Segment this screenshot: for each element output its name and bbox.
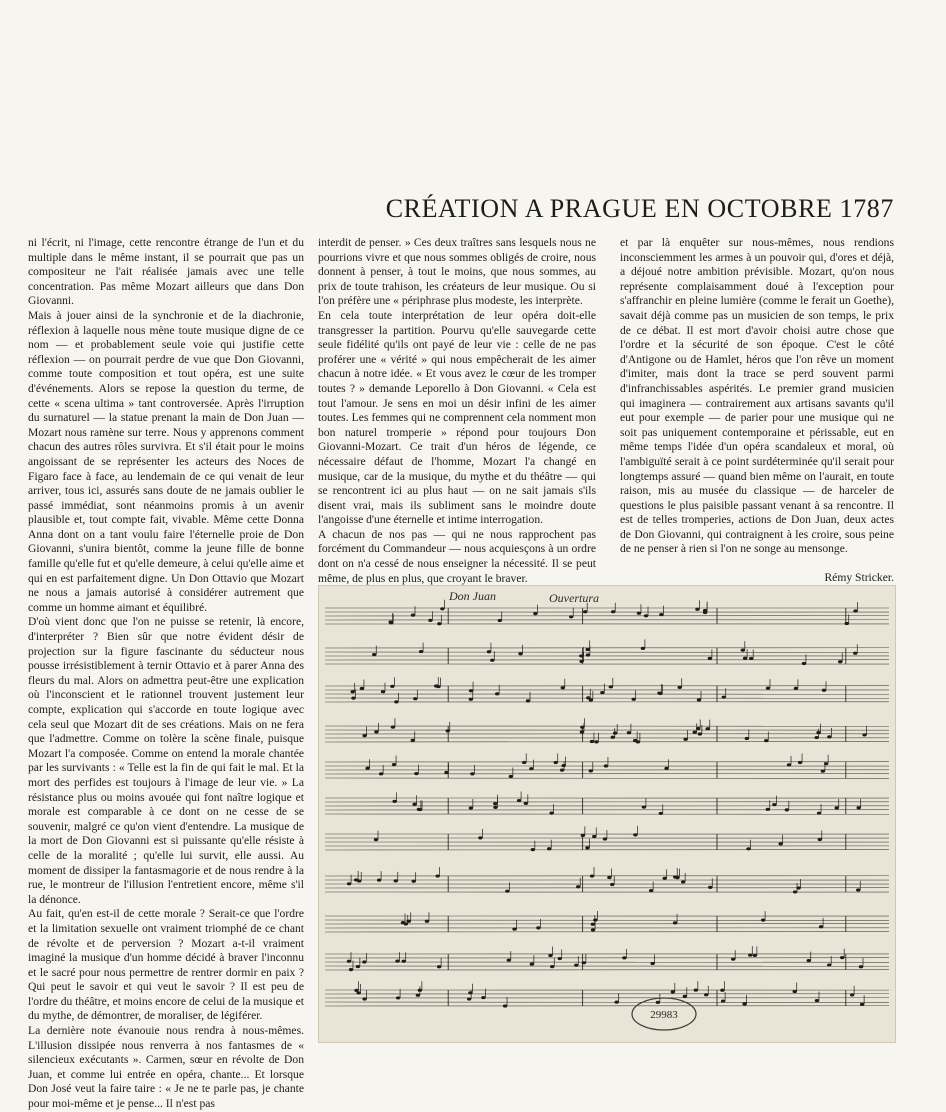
note-head — [576, 885, 580, 888]
note-head — [402, 960, 406, 963]
score-illustration — [319, 586, 895, 1042]
note-head — [360, 687, 364, 690]
note-head — [379, 772, 383, 775]
note-head — [351, 697, 355, 700]
note-head — [394, 700, 398, 703]
note-head — [435, 874, 439, 877]
note-head — [437, 965, 441, 968]
note-head — [522, 761, 526, 764]
note-head — [696, 727, 700, 730]
note-head — [722, 696, 726, 699]
paragraph: ni l'écrit, ni l'image, cette rencontre étrange de l'un et du multiple dans le même instant, il se pourrait que pas un compositeur ne l'ait réalisée jamais avec une telle concentration. Pas même Mozart ailleurs que dans Don Giovanni. — [28, 236, 304, 309]
note-head — [611, 736, 615, 739]
note-head — [607, 876, 611, 879]
note-head — [594, 740, 598, 743]
note-head — [580, 726, 584, 729]
paragraph: Mais à jouer ainsi de la synchronie et de la diachronie, réflexion à laquelle nous mène toute musique digne de ce nom — et probablement seule voie qui justifie cette réflexion — on pourrait perdre de vue que Don Giovanni, comme toute composition et tout opéra, est une suite d'événements. Alors se repose la question du terme, de cette « scena ultima » tant controversée. Après l'irruption du surnaturel — la statue prenant la main de Don Juan — Mozart nous ramène sur terre. Nous y apprenons comment chacun des autres rôles survivra. Et s'il était pour le moins angoissant de se représenter les acteurs des Noces de Figaro face à face, au lendemain de ce qui venait de leur arriver, tous ici, assurés sans doute de ne jamais oublier le passé immédiat, sont néanmoins promis à un avenir plausible et, tout compte fait, vivable. Même cette Donna Anna dont on a tant voulu faire l'éternelle proie de Don Giovanni, s'unira bientôt, comme la jeune fille de bonne famille qu'elle fut et qu'elle demeure, à celui qu'elle aime et qui en est parfaitement digne. Un Don Ottavio que Mozart ne nous a jamais autorisé à considérer autrement que comme un homme aimant et équilibré. — [28, 309, 304, 615]
paragraph: D'où vient donc que l'on ne puisse se retenir, là encore, d'interpréter ? Bien sûr que notre évident désir de projection sur la figure fascinante du séducteur nous pousse irrésistiblement à ternir Ottavio et à parer Anna des fleurs du mal. Alors on admettra peut-être une explication où l'inconscient et le rationnel trouvent justement leur compte, explication qui s'accorde en toute logique avec cela seul que Mozart dit de ses créations. Mais on ne fera que l'admettre. Comme on tolère la scène finale, puisque Mozart l'a composée. Comme on entend la morale chantée par les survivants : « Telle est la fin de qui fait le mal. Et la mort des perfides est toujours à l'image de leur vie. » La résistance plus ou moins avouée qui font naître logique et morale est comparable à ce dont on ne cesse de se souvenir, malgré ce qu'on vient d'entendre. La musique de la mort de Don Giovanni est si puissante qu'elle résiste à celle de la moralité ; qu'elle lui survit, elle aussi. Au moment de dissiper la fantasmagorie et de nous rendre à la rue, le montreur de l'illusion l'entretient encore, même s'il la dénonce. — [28, 615, 304, 907]
note-head — [673, 875, 677, 878]
note-head — [683, 738, 687, 741]
note-head — [664, 767, 668, 770]
note-head — [764, 739, 768, 742]
note-head — [374, 730, 378, 733]
page-title: CRÉATION A PRAGUE EN OCTOBRE 1787 — [386, 194, 894, 224]
note-head — [498, 619, 502, 622]
note-head — [362, 997, 366, 1000]
handwritten-notes — [347, 600, 867, 1008]
note-head — [610, 883, 614, 886]
note-head — [853, 609, 857, 612]
note-head — [772, 803, 776, 806]
note-head — [394, 879, 398, 882]
note-head — [381, 690, 385, 693]
note-head — [856, 806, 860, 809]
note-head — [481, 996, 485, 999]
note-head — [631, 698, 635, 701]
note-head — [554, 761, 558, 764]
note-head — [411, 614, 415, 617]
note-head — [787, 763, 791, 766]
note-head — [753, 954, 757, 957]
note-head — [658, 692, 662, 695]
note-head — [412, 803, 416, 806]
note-head — [741, 649, 745, 652]
note-head — [526, 699, 530, 702]
note-head — [396, 996, 400, 999]
note-head — [586, 696, 590, 699]
note-head — [695, 608, 699, 611]
note-head — [518, 652, 522, 655]
text-column-2 — [318, 236, 596, 586]
note-head — [509, 775, 513, 778]
note-head — [853, 652, 857, 655]
note-head — [495, 692, 499, 695]
note-head — [673, 921, 677, 924]
note-head — [821, 769, 825, 772]
note-head — [720, 989, 724, 992]
note-head — [662, 877, 666, 880]
note-head — [349, 968, 353, 971]
paragraph: et par là enquêter sur nous-mêmes, nous rendions inconsciemment les armes à un pouvoir qui, d'ores et déjà, a déjoué notre ambition prévisible. Mozart, qu'on nous représente complaisamment doué à l'exception pour s'affranchir en pleine lumière (comme le ferait un Goethe), savait déjà comme pas un musicien de son temps, le prix de ce débat. Il est mort d'avoir choisi autre chose que l'ordre et la sécurité de son époque. C'est le côté d'Antigone ou de Hamlet, héros que l'on rêve un moment d'imiter, mais dont la trace se perd souvent parmi d'infranchissables aspérités. Le premier grand musicien qui imaginera — contrairement aux artisans savants qu'il eut pour exemple — de parier pour une musique qui ne soit pas uniquement contemporaine et périssable, eut en même temps l'idée d'un opéra scandaleux et moral, où l'ambiguïté serait à ce point surdéterminée qu'il serait pour longtemps assuré — quand bien même on l'aurait, en toute raison, mis au musée du classique — de harceler de questions le plus paisible passant venant à sa rencontre. Il est de telles tromperies, actions de Don Juan, deux actes de Don Giovanni, qui contraignent à les croire, sous peine de ne penser à rien si l'on ne songe au mensonge. — [620, 236, 894, 557]
note-head — [642, 805, 646, 808]
note-head — [600, 691, 604, 694]
note-head — [694, 989, 698, 992]
note-head — [611, 610, 615, 613]
note-head — [395, 960, 399, 963]
note-head — [827, 735, 831, 738]
note-head — [428, 619, 432, 622]
note-head — [530, 962, 534, 965]
note-head — [818, 838, 822, 841]
note-head — [798, 761, 802, 764]
note-head — [778, 842, 782, 845]
note-head — [683, 995, 687, 998]
note-head — [706, 727, 710, 730]
note-head — [354, 878, 358, 881]
note-head — [347, 960, 351, 963]
note-head — [745, 737, 749, 740]
note-head — [414, 772, 418, 775]
note-head — [592, 835, 596, 838]
note-head — [419, 650, 423, 653]
note-head — [850, 993, 854, 996]
paragraph: La dernière note évanouie nous rendra à nous-mêmes. L'illusion dissipée nous renverra à nos fantasmes de « silencieux exécutants ». Carmen, sœur en révolte de Don Juan, et comme lui entrée en opéra, chante... Et lorsque Don José veut la faire taire : « Je ne te parle pas, je chante pour moi-même et je pense... Il n'est pas — [28, 1024, 304, 1112]
note-head — [802, 662, 806, 665]
note-head — [838, 660, 842, 663]
note-head — [743, 657, 747, 660]
note-head — [569, 615, 573, 618]
note-head — [487, 650, 491, 653]
note-head — [549, 812, 553, 815]
note-head — [586, 653, 590, 656]
note-head — [503, 1004, 507, 1007]
note-head — [590, 874, 594, 877]
note-head — [547, 847, 551, 850]
note-head — [347, 882, 351, 885]
note-head — [656, 1001, 660, 1004]
stamp-number: 29983 — [650, 1009, 678, 1021]
note-head — [507, 959, 511, 962]
note-head — [536, 926, 540, 929]
note-head — [505, 890, 509, 893]
note-head — [392, 800, 396, 803]
library-stamp — [632, 998, 696, 1030]
note-head — [374, 838, 378, 841]
note-head — [517, 799, 521, 802]
note-head — [593, 918, 597, 921]
note-head — [785, 808, 789, 811]
note-head — [671, 990, 675, 993]
paragraph: En cela toute interprétation de leur opéra doit-elle transgresser la partition. Pourvu qu'elle sauvegarde cette seule fidélité qu'ils ont payé de leur vie : celle de ne pas proférer une « vérité » qui nous empêcherait de les aimer chacun à notre idée. « Et vous avez le cœur de les tromper toutes ? » demande Leporello à Don Giovanni. « Cela est tout l'amour. Je sens en moi un désir infini de les aimer toutes. Les femmes qui ne comprennent cela nomment mon bon naturel tromperie » répond pour toujours Don Giovanni-Mozart. Ce trait d'un héros de légende, ce nécessaire défaut de l'homme, Mozart l'a changé en musique, car de la musique, du mythe et du théâtre — qui se rencontrent ici au plus haut — on ne sait jamais s'ils disent vrai, mais ils subliment sans le moindre doute l'angoisse d'une éternelle et intime interrogation. — [318, 309, 596, 528]
note-head — [817, 812, 821, 815]
note-head — [698, 732, 702, 735]
note-head — [579, 654, 583, 657]
note-head — [493, 806, 497, 809]
note-head — [411, 880, 415, 883]
note-head — [550, 965, 554, 968]
note-head — [585, 648, 589, 651]
note-head — [469, 689, 473, 692]
note-head — [794, 687, 798, 690]
note-head — [560, 769, 564, 772]
note-head — [561, 686, 565, 689]
note-head — [362, 960, 366, 963]
note-head — [766, 808, 770, 811]
paragraph: A chacun de nos pas — qui ne nous rapprochent pas forcément du Commandeur — nous acquiesçons à un ordre dont on n'a cessé de nous enseigner la nécessité. Il se peut même, de plus en plus, que croyant le braver. — [318, 528, 596, 586]
note-head — [659, 613, 663, 616]
note-head — [351, 690, 355, 693]
note-head — [749, 657, 753, 660]
note-head — [440, 607, 444, 610]
note-head — [681, 880, 685, 883]
note-head — [585, 846, 589, 849]
paragraph: interdit de penser. » Ces deux traîtres sans lesquels nous ne pourrions vivre et que nous sommes obligés de croire, nous donnent à penser, à tout le moins, que nous sommes, au prix de toute trahison, les créateurs de leur musique. Ou si l'on préfère une « périphrase plus modeste, les interprète. — [318, 236, 596, 309]
note-head — [704, 993, 708, 996]
note-head — [490, 659, 494, 662]
note-head — [354, 989, 358, 992]
note-head — [468, 991, 472, 994]
note-head — [389, 621, 393, 624]
note-head — [793, 990, 797, 993]
note-head — [590, 740, 594, 743]
note-head — [561, 764, 565, 767]
note-head — [589, 769, 593, 772]
note-head — [746, 847, 750, 850]
note-head — [814, 736, 818, 739]
note-head — [512, 927, 516, 930]
note-head — [591, 923, 595, 926]
note-head — [531, 848, 535, 851]
note-head — [614, 1001, 618, 1004]
note-head — [579, 660, 583, 663]
note-head — [845, 622, 849, 625]
note-head — [548, 954, 552, 957]
note-head — [580, 730, 584, 733]
note-head — [411, 739, 415, 742]
paragraph: Au fait, qu'en est-il de cette morale ? Serait-ce que l'ordre et la limitation sexuelle ont vraiment triomphé de ce chant de révolte et de perversion ? Mozart a-t-il vraiment imaginé la musique d'un homme décidé à braver l'inconnu et le sacré pour nous permettre de rentrer dormir en paix ? Qui peut le savoir et qui veut le savoir ? Il est peu de l'ordre du théâtre, et moins encore de celui de la musique et du mythe, de démontrer, de moraliser, de légiférer. — [28, 907, 304, 1024]
author-signature: Rémy Stricker. — [620, 571, 894, 586]
note-head — [815, 999, 819, 1002]
note-head — [633, 833, 637, 836]
note-head — [425, 920, 429, 923]
note-head — [824, 762, 828, 765]
note-head — [636, 740, 640, 743]
note-head — [822, 689, 826, 692]
note-head — [529, 767, 533, 770]
staff-lines — [325, 608, 889, 1006]
note-head — [446, 729, 450, 732]
note-head — [372, 653, 376, 656]
note-head — [650, 962, 654, 965]
text-column-1 — [28, 236, 304, 1112]
note-head — [478, 836, 482, 839]
note-head — [413, 697, 417, 700]
note-head — [644, 614, 648, 617]
note-head — [613, 732, 617, 735]
note-head — [835, 806, 839, 809]
note-head — [524, 802, 528, 805]
note-head — [404, 922, 408, 925]
note-head — [581, 834, 585, 837]
note-head — [819, 925, 823, 928]
note-head — [470, 772, 474, 775]
note-head — [444, 771, 448, 774]
note-head — [649, 889, 653, 892]
note-head — [793, 890, 797, 893]
note-head — [708, 886, 712, 889]
manuscript-score-image — [318, 585, 896, 1043]
note-head — [678, 686, 682, 689]
note-head — [365, 767, 369, 770]
note-head — [362, 734, 366, 737]
note-head — [417, 808, 421, 811]
note-head — [377, 879, 381, 882]
note-head — [603, 837, 607, 840]
text-column-3 — [620, 236, 894, 586]
note-head — [604, 764, 608, 767]
note-head — [591, 928, 595, 931]
note-head — [860, 1003, 864, 1006]
note-head — [637, 612, 641, 615]
note-head — [469, 698, 473, 701]
note-head — [558, 957, 562, 960]
note-head — [392, 763, 396, 766]
note-head — [437, 622, 441, 625]
note-head — [533, 612, 537, 615]
note-head — [859, 965, 863, 968]
score-inscription-ouvertura: Ouvertura — [549, 591, 599, 605]
note-head — [390, 685, 394, 688]
score-inscription-don-juan: Don Juan — [448, 589, 496, 603]
note-head — [627, 731, 631, 734]
note-head — [766, 687, 770, 690]
note-head — [574, 964, 578, 967]
note-head — [761, 918, 765, 921]
note-head — [703, 611, 707, 614]
note-head — [659, 812, 663, 815]
note-head — [721, 999, 725, 1002]
note-head — [807, 959, 811, 962]
note-head — [641, 647, 645, 650]
note-head — [697, 698, 701, 701]
note-head — [742, 1002, 746, 1005]
note-head — [582, 961, 586, 964]
note-head — [434, 684, 438, 687]
note-head — [416, 994, 420, 997]
note-head — [708, 657, 712, 660]
note-head — [493, 802, 497, 805]
note-head — [748, 953, 752, 956]
note-head — [407, 920, 411, 923]
note-head — [796, 886, 800, 889]
note-head — [391, 725, 395, 728]
note-head — [731, 958, 735, 961]
note-head — [583, 610, 587, 613]
note-head — [622, 956, 626, 959]
note-head — [467, 997, 471, 1000]
note-head — [856, 888, 860, 891]
note-head — [862, 733, 866, 736]
note-head — [693, 731, 697, 734]
note-head — [469, 806, 473, 809]
note-head — [609, 685, 613, 688]
note-head — [840, 956, 844, 959]
note-head — [827, 963, 831, 966]
note-head — [356, 965, 360, 968]
